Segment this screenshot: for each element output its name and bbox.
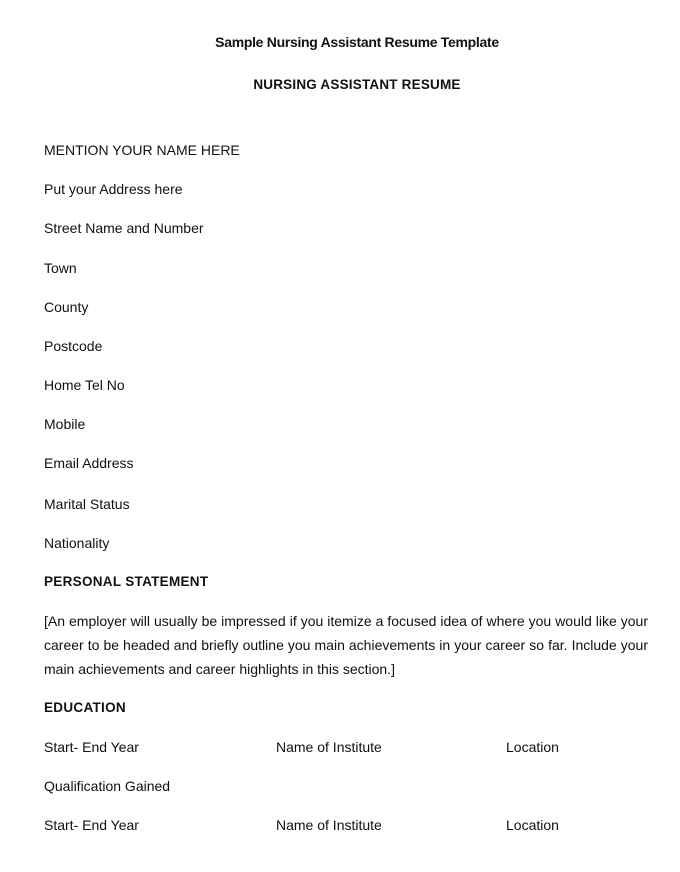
education-period: Start- End Year xyxy=(44,739,139,755)
street-placeholder: Street Name and Number xyxy=(44,220,204,236)
education-location: Location xyxy=(506,817,559,833)
resume-heading: NURSING ASSISTANT RESUME xyxy=(253,77,461,92)
marital-status-placeholder: Marital Status xyxy=(44,496,130,512)
nationality-placeholder: Nationality xyxy=(44,535,110,551)
county-placeholder: County xyxy=(44,299,89,315)
education-location: Location xyxy=(506,739,559,755)
education-heading: EDUCATION xyxy=(44,700,126,715)
document-title: Sample Nursing Assistant Resume Template xyxy=(215,34,499,50)
postcode-placeholder: Postcode xyxy=(44,338,103,354)
home-tel-placeholder: Home Tel No xyxy=(44,377,125,393)
qualification-gained: Qualification Gained xyxy=(44,778,171,794)
education-period: Start- End Year xyxy=(44,817,139,833)
name-placeholder: MENTION YOUR NAME HERE xyxy=(44,142,240,158)
personal-statement-heading: PERSONAL STATEMENT xyxy=(44,574,209,589)
education-institute: Name of Institute xyxy=(276,739,382,755)
education-institute: Name of Institute xyxy=(276,817,382,833)
email-placeholder: Email Address xyxy=(44,455,134,471)
address-placeholder: Put your Address here xyxy=(44,181,183,197)
town-placeholder: Town xyxy=(44,260,77,276)
personal-statement-text: [An employer will usually be impressed if you itemize a focused idea of where you would like your career to be headed and briefly outline you main achievements in your career so far. Include your main achievements and career highlights in this section.] xyxy=(44,613,648,677)
mobile-placeholder: Mobile xyxy=(44,416,86,432)
